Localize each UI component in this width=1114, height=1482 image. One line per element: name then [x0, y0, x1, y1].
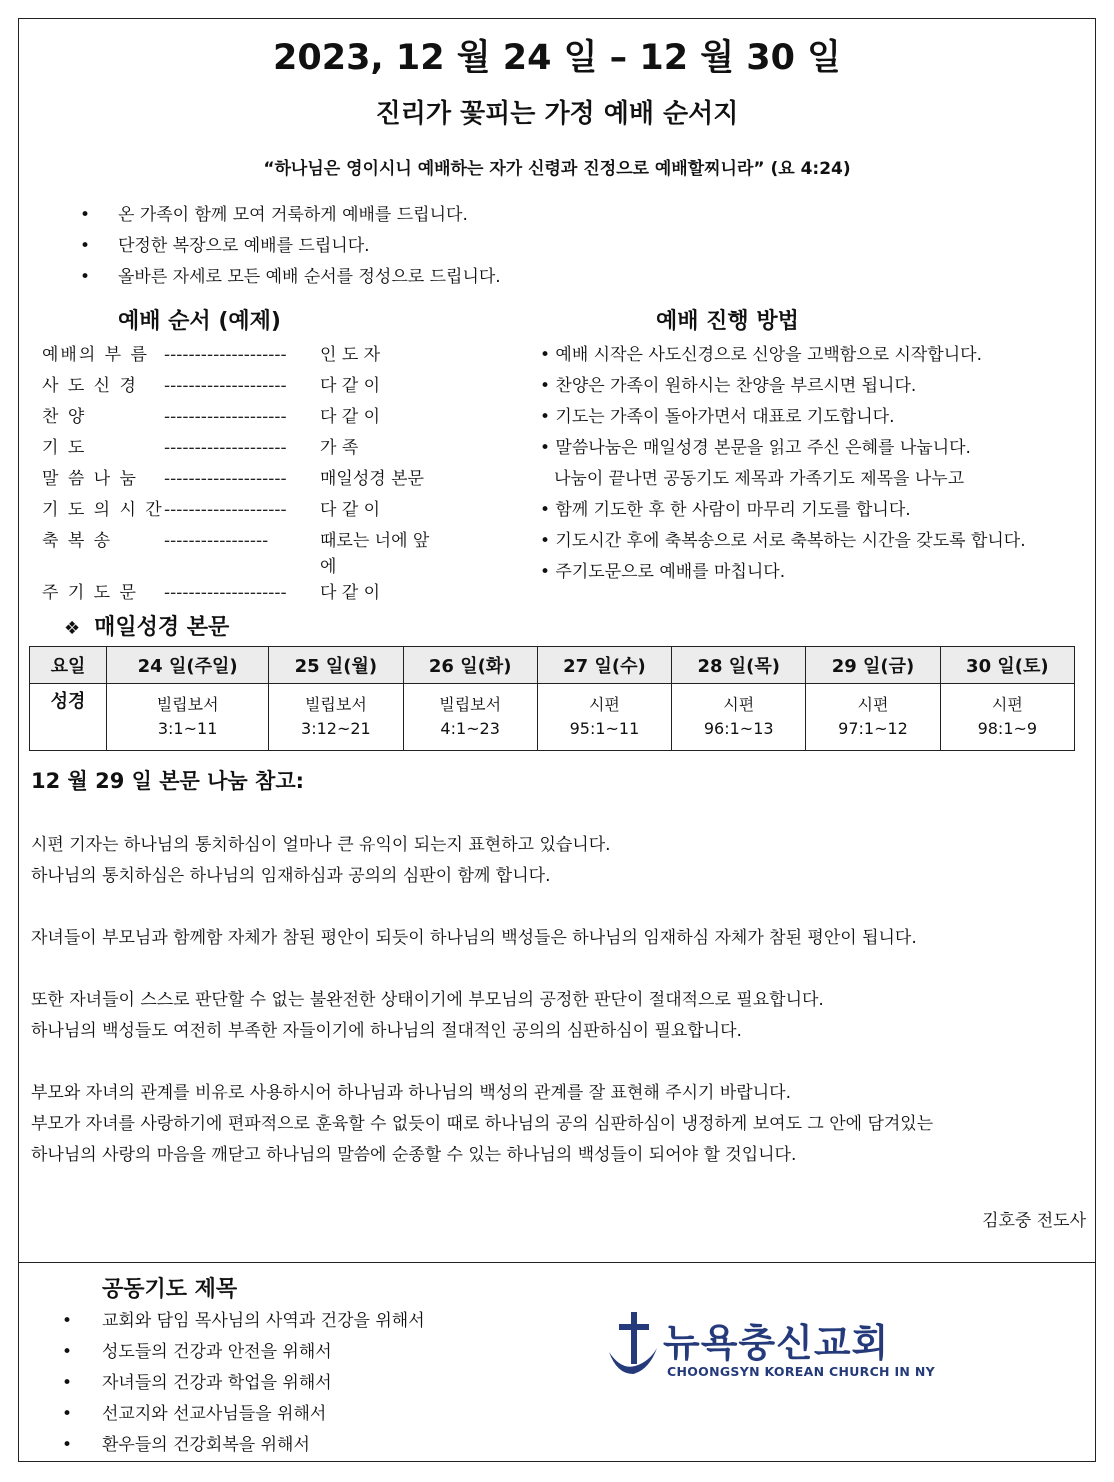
church-logo	[605, 1308, 935, 1388]
order-name: 주 기 도 문	[42, 583, 138, 603]
author-name: 김호중 전도사	[982, 1211, 1086, 1231]
list-item	[62, 1339, 425, 1370]
worship-method-list	[540, 342, 1026, 590]
reading-passage: 96:1~13	[703, 719, 774, 738]
list-item	[62, 1432, 425, 1463]
bullet-icon: •	[80, 267, 91, 287]
prayer-text: 성도들의 건강과 안전을 위해서	[102, 1342, 332, 1362]
scripture-verse: “하나님은 영이시니 예배하는 자가 신령과 진정으로 예배할찌니라” (요 4:24)	[263, 159, 851, 179]
day-header: 27 일(수)	[537, 647, 671, 684]
reference-body	[31, 830, 933, 1202]
reading-passage: 3:1~11	[157, 719, 218, 738]
order-leader: 가 족	[320, 438, 359, 458]
bullet-icon: •	[62, 1404, 73, 1424]
order-leader: 다 같 이	[320, 407, 381, 427]
method-heading: 예배 진행 방법	[656, 309, 799, 334]
bullet-icon: •	[80, 205, 91, 225]
bullet-icon: •	[62, 1342, 73, 1362]
order-name: 축 복 송	[42, 531, 113, 551]
day-header: 30 일(토)	[940, 647, 1074, 684]
reading-cell	[537, 684, 671, 751]
reading-book: 시편	[588, 695, 620, 714]
reading-cell	[940, 684, 1074, 751]
bible-heading	[64, 610, 229, 641]
list-item: 나눔이 끝나면 공동기도 제목과 가족기도 제목을 나누고	[554, 469, 965, 489]
prayer-heading: 공동기도 제목	[102, 1277, 238, 1302]
list-item: • 찬양은 가족이 원하시는 찬양을 부르시면 됩니다.	[540, 376, 917, 396]
prayer-list	[62, 1308, 425, 1463]
list-item	[62, 1308, 425, 1339]
reference-line: 또한 자녀들이 스스로 판단할 수 없는 불완전한 상태이기에 부모님의 공정한 판단이 절대적으로 필요합니다.	[31, 990, 824, 1010]
order-name: 말 씀 나 눔	[42, 469, 138, 489]
bible-reading-table	[29, 646, 1075, 751]
table-row	[42, 435, 440, 466]
reference-line: 하나님의 백성들도 여전히 부족한 자들이기에 하나님의 절대적인 공의의 심판하심이 필요합니다.	[31, 1021, 742, 1041]
list-item	[62, 1370, 425, 1401]
order-leader: 다 같 이	[320, 500, 381, 520]
order-dashes: -----------------	[164, 531, 269, 551]
row-label-bible: 성경	[30, 684, 107, 751]
reading-book: 시편	[857, 695, 889, 714]
day-header: 25 일(월)	[269, 647, 403, 684]
prayer-text: 교회와 담임 목사님의 사역과 건강을 위해서	[102, 1311, 425, 1331]
reference-paragraph	[31, 985, 933, 1047]
cross-wave-icon	[605, 1308, 661, 1378]
reading-book: 빌립보서	[156, 695, 219, 714]
order-dashes: --------------------	[164, 500, 287, 520]
order-leader: 매일성경 본문	[320, 469, 424, 489]
day-header: 26 일(화)	[403, 647, 537, 684]
reading-passage: 97:1~12	[838, 719, 908, 738]
day-header: 24 일(주일)	[107, 647, 269, 684]
order-name: 기 도	[42, 438, 87, 458]
list-item	[80, 202, 501, 233]
prayer-text: 환우들의 건강회복을 위해서	[102, 1435, 310, 1455]
order-leader: 때로는 너에 앞에	[320, 531, 430, 577]
logo-english: CHOONGSYN KOREAN CHURCH IN NY	[667, 1364, 935, 1379]
reading-passage: 4:1~23	[440, 719, 500, 738]
list-item: • 함께 기도한 후 한 사람이 마무리 기도를 합니다.	[540, 500, 911, 520]
prayer-text: 선교지와 선교사님들을 위해서	[102, 1404, 327, 1424]
reference-line: 시편 기자는 하나님의 통치하심이 얼마나 큰 유익이 되는지 표현하고 있습니다.	[31, 835, 611, 855]
reading-passage: 95:1~11	[569, 719, 640, 738]
order-leader: 인 도 자	[320, 345, 381, 365]
bullet-icon: •	[62, 1435, 73, 1455]
day-header: 28 일(목)	[672, 647, 806, 684]
list-item: • 기도시간 후에 축복송으로 서로 축복하는 시간을 갖도록 합니다.	[540, 531, 1026, 551]
reading-cell	[806, 684, 940, 751]
reading-passage: 98:1~9	[977, 719, 1038, 738]
list-item: • 주기도문으로 예배를 마칩니다.	[540, 562, 786, 582]
prayer-text: 자녀들의 건강과 학업을 위해서	[102, 1373, 332, 1393]
reading-book: 시편	[991, 695, 1023, 714]
order-leader: 다 같 이	[320, 376, 381, 396]
order-dashes: --------------------	[164, 376, 287, 396]
list-item: • 말씀나눔은 매일성경 본문을 읽고 주신 은혜를 나눕니다.	[540, 438, 971, 458]
reading-cell	[107, 684, 269, 751]
table-row	[42, 497, 440, 528]
order-dashes: --------------------	[164, 438, 287, 458]
worship-order-table	[42, 342, 440, 611]
reference-line: 하나님의 통치하심은 하나님의 임재하심과 공의의 심판이 함께 합니다.	[31, 866, 551, 886]
reference-line: 자녀들이 부모님과 함께함 자체가 참된 평안이 되듯이 하나님의 백성들은 하나님의 임재하심 자체가 참된 평안이 됩니다.	[31, 928, 917, 948]
list-item	[62, 1401, 425, 1432]
table-row	[42, 373, 440, 404]
table-row	[42, 466, 440, 497]
rule-text: 단정한 복장으로 예배를 드립니다.	[118, 236, 370, 256]
logo-korean: 뉴욕충신교회	[663, 1321, 890, 1365]
rule-text: 올바른 자세로 모든 예배 순서를 정성으로 드립니다.	[118, 267, 501, 287]
order-dashes: --------------------	[164, 407, 287, 427]
reading-book: 시편	[723, 695, 755, 714]
list-item: • 예배 시작은 사도신경으로 신앙을 고백함으로 시작합니다.	[540, 345, 982, 365]
worship-rules-list	[80, 202, 501, 295]
table-row	[30, 684, 1075, 751]
diamond-bullet-icon: ❖	[64, 618, 81, 639]
page-subtitle: 진리가 꽃피는 가정 예배 순서지	[375, 99, 739, 129]
day-header: 29 일(금)	[806, 647, 940, 684]
order-dashes: --------------------	[164, 583, 287, 603]
table-row	[42, 404, 440, 435]
reading-book: 빌립보서	[439, 695, 502, 714]
bible-heading-text: 매일성경 본문	[94, 615, 230, 640]
order-heading: 예배 순서 (예제)	[118, 309, 281, 334]
reference-paragraph	[31, 830, 933, 892]
section-divider	[18, 1262, 1096, 1263]
reference-line: 하나님의 사랑의 마음을 깨닫고 하나님의 말씀에 순종할 수 있는 하나님의 백성들이 되어야 할 것입니다.	[31, 1145, 797, 1165]
reference-title: 12 월 29 일 본문 나눔 참고:	[31, 769, 304, 793]
rule-text: 온 가족이 함께 모여 거룩하게 예배를 드립니다.	[118, 205, 468, 225]
reference-paragraph	[31, 923, 933, 954]
table-row	[42, 528, 440, 580]
reading-cell	[672, 684, 806, 751]
reference-line: 부모가 자녀를 사랑하기에 편파적으로 훈육할 수 없듯이 때로 하나님의 공의 심판하심이 냉정하게 보여도 그 안에 담겨있는	[31, 1114, 934, 1134]
order-name: 예배의 부 름	[42, 345, 149, 365]
bullet-icon: •	[62, 1373, 73, 1393]
bullet-icon: •	[62, 1311, 73, 1331]
reference-line: 부모와 자녀의 관계를 비유로 사용하시어 하나님과 하나님의 백성의 관계를 잘 표현해 주시기 바랍니다.	[31, 1083, 791, 1103]
page-title: 2023, 12 월 24 일 – 12 월 30 일	[273, 38, 841, 78]
reading-passage: 3:12~21	[301, 719, 371, 738]
reference-paragraph	[31, 1078, 933, 1171]
order-name: 기 도 의 시 간	[42, 500, 164, 520]
order-name: 사 도 신 경	[42, 376, 138, 396]
reading-book: 빌립보서	[304, 695, 367, 714]
order-leader: 다 같 이	[320, 583, 381, 603]
row-label-day: 요일	[30, 647, 107, 684]
list-item	[80, 264, 501, 295]
table-header-row	[30, 647, 1075, 684]
list-item	[80, 233, 501, 264]
table-row	[42, 342, 440, 373]
list-item: • 기도는 가족이 돌아가면서 대표로 기도합니다.	[540, 407, 895, 427]
order-dashes: --------------------	[164, 469, 287, 489]
reading-cell	[403, 684, 537, 751]
reading-cell	[269, 684, 403, 751]
bullet-icon: •	[80, 236, 91, 256]
order-name: 찬 양	[42, 407, 87, 427]
table-row	[42, 580, 440, 611]
order-dashes: --------------------	[164, 345, 287, 365]
